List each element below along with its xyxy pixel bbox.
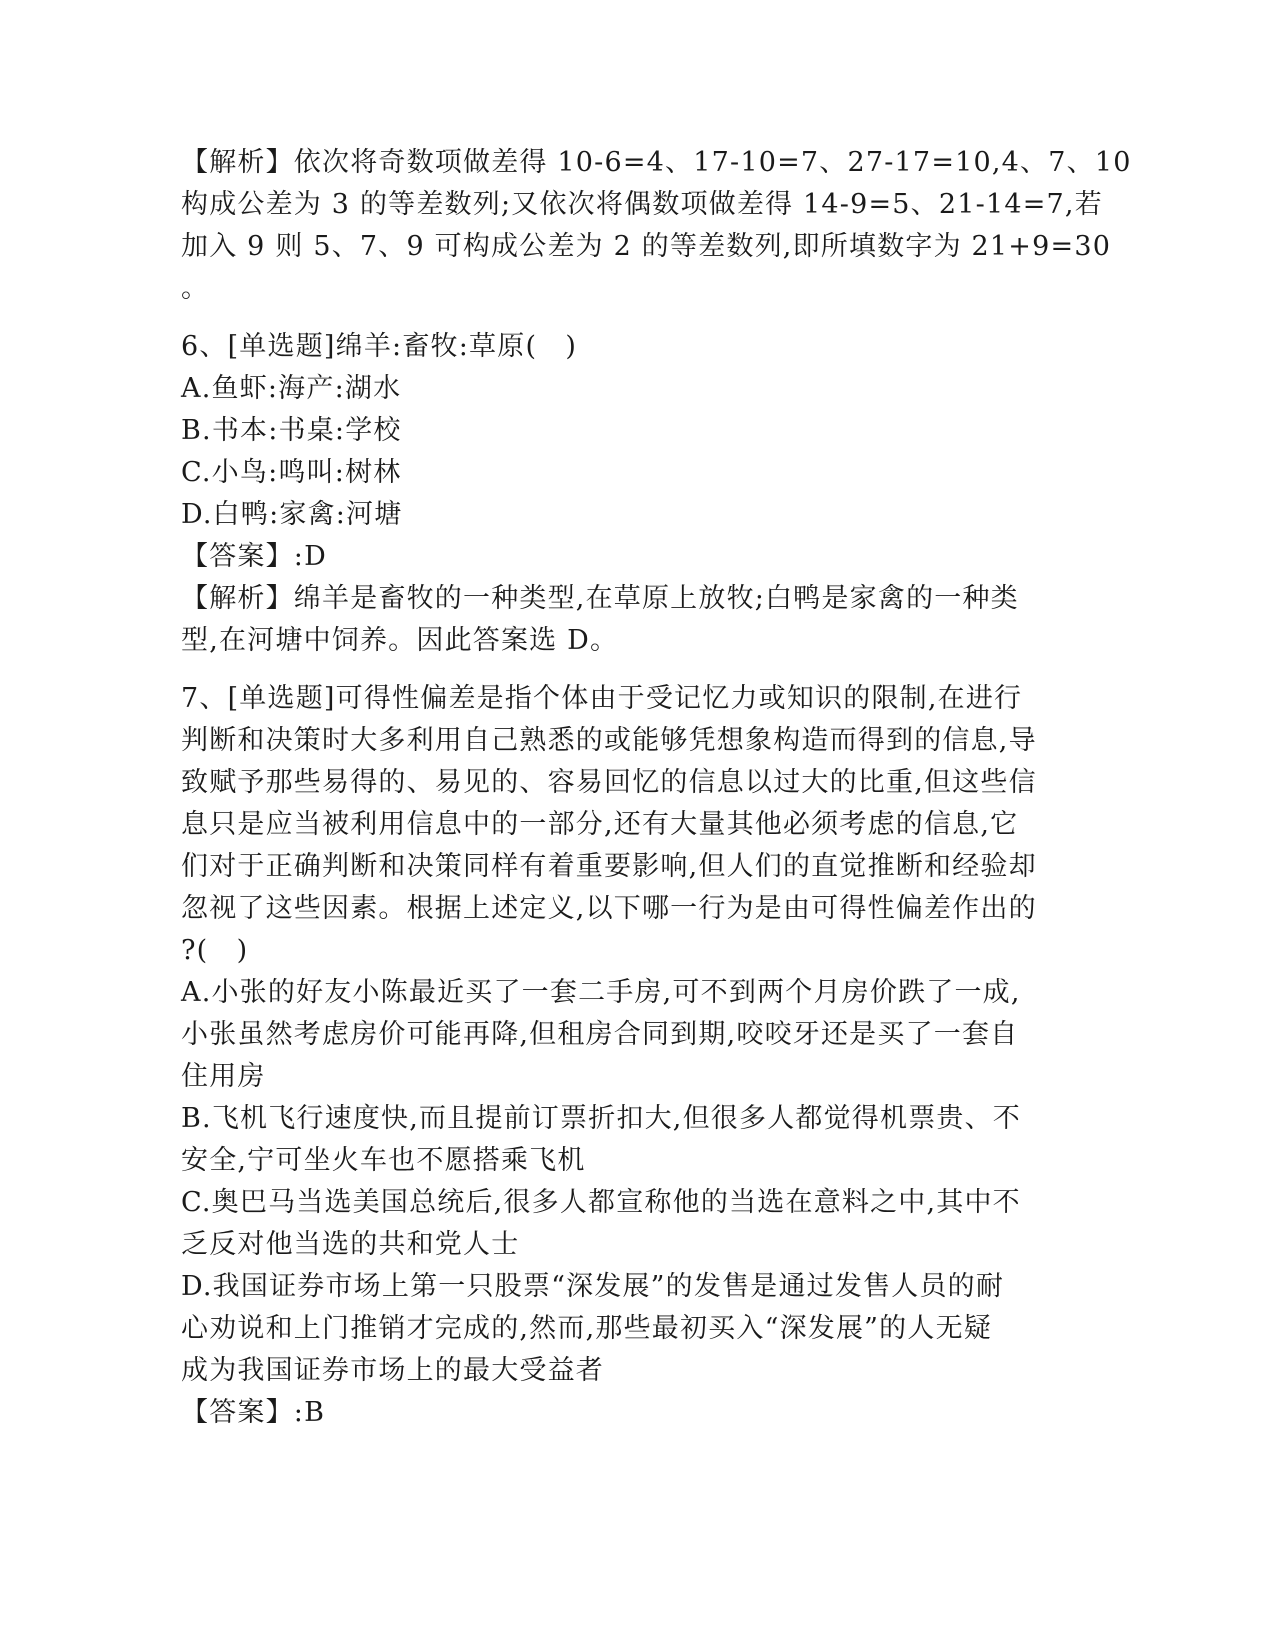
document-page: [181, 142, 1132, 1434]
option-c-line: 乏反对他当选的共和党人士: [181, 1229, 520, 1260]
question-stem-line: 忽视了这些因素。根据上述定义,以下哪一行为是由可得性偏差作出的: [181, 893, 1037, 924]
analysis-line: 加入 9 则 5、7、9 可构成公差为 2 的等差数列,即所填数字为 21+9=30: [181, 231, 1112, 262]
option-c-line: C.奥巴马当选美国总统后,很多人都宣称他的当选在意料之中,其中不: [181, 1187, 1021, 1218]
analysis-line: 型,在河塘中饲养。因此答案选 D。: [181, 625, 619, 656]
option-d-line: D.我国证券市场上第一只股票“深发展”的发售是通过发售人员的耐: [181, 1271, 1005, 1302]
option-b: B.书本:书桌:学校: [181, 415, 402, 446]
option-a-line: A.小张的好友小陈最近买了一套二手房,可不到两个月房价跌了一成,: [181, 977, 1021, 1008]
question-stem-line: 们对于正确判断和决策同样有着重要影响,但人们的直觉推断和经验却: [181, 851, 1037, 882]
paragraph-gap: [181, 662, 1061, 678]
option-b-line: 安全,宁可坐火车也不愿搭乘飞机: [181, 1145, 586, 1176]
question-6: [181, 326, 1061, 662]
option-d-line: 心劝说和上门推销才完成的,然而,那些最初买入“深发展”的人无疑: [181, 1313, 992, 1344]
analysis-q5: [181, 142, 1132, 310]
paragraph-gap: [181, 310, 1061, 326]
answer-line: 【答案】:B: [181, 1397, 326, 1428]
option-a-line: 小张虽然考虑房价可能再降,但租房合同到期,咬咬牙还是买了一套自: [181, 1019, 1019, 1050]
option-a-line: 住用房: [181, 1061, 266, 1092]
analysis-line: 【解析】依次将奇数项做差得 10-6=4、17-10=7、27-17=10,4、7、10: [181, 147, 1132, 178]
question-7: [181, 678, 1061, 1434]
question-stem-line: 致赋予那些易得的、易见的、容易回忆的信息以过大的比重,但这些信: [181, 767, 1037, 798]
analysis-line: 【解析】绵羊是畜牧的一种类型,在草原上放牧;白鸭是家禽的一种类: [181, 583, 1019, 614]
question-stem-line: 7、[单选题]可得性偏差是指个体由于受记忆力或知识的限制,在进行: [181, 683, 1023, 714]
option-c: C.小鸟:鸣叫:树林: [181, 457, 402, 488]
question-stem: 6、[单选题]绵羊:畜牧:草原( ): [181, 331, 578, 362]
question-stem-line: 判断和决策时大多利用自己熟悉的或能够凭想象构造而得到的信息,导: [181, 725, 1037, 756]
option-d: D.白鸭:家禽:河塘: [181, 499, 403, 530]
analysis-line: 。: [181, 273, 210, 304]
analysis-line: 构成公差为 3 的等差数列;又依次将偶数项做差得 14-9=5、21-14=7,若: [181, 189, 1103, 220]
question-stem-line: 息只是应当被利用信息中的一部分,还有大量其他必须考虑的信息,它: [181, 809, 1019, 840]
option-b-line: B.飞机飞行速度快,而且提前订票折扣大,但很多人都觉得机票贵、不: [181, 1103, 1021, 1134]
question-stem-line: ?( ): [181, 935, 249, 966]
option-a: A.鱼虾:海产:湖水: [181, 373, 402, 404]
answer-line: 【答案】:D: [181, 541, 327, 572]
option-d-line: 成为我国证券市场上的最大受益者: [181, 1355, 604, 1386]
